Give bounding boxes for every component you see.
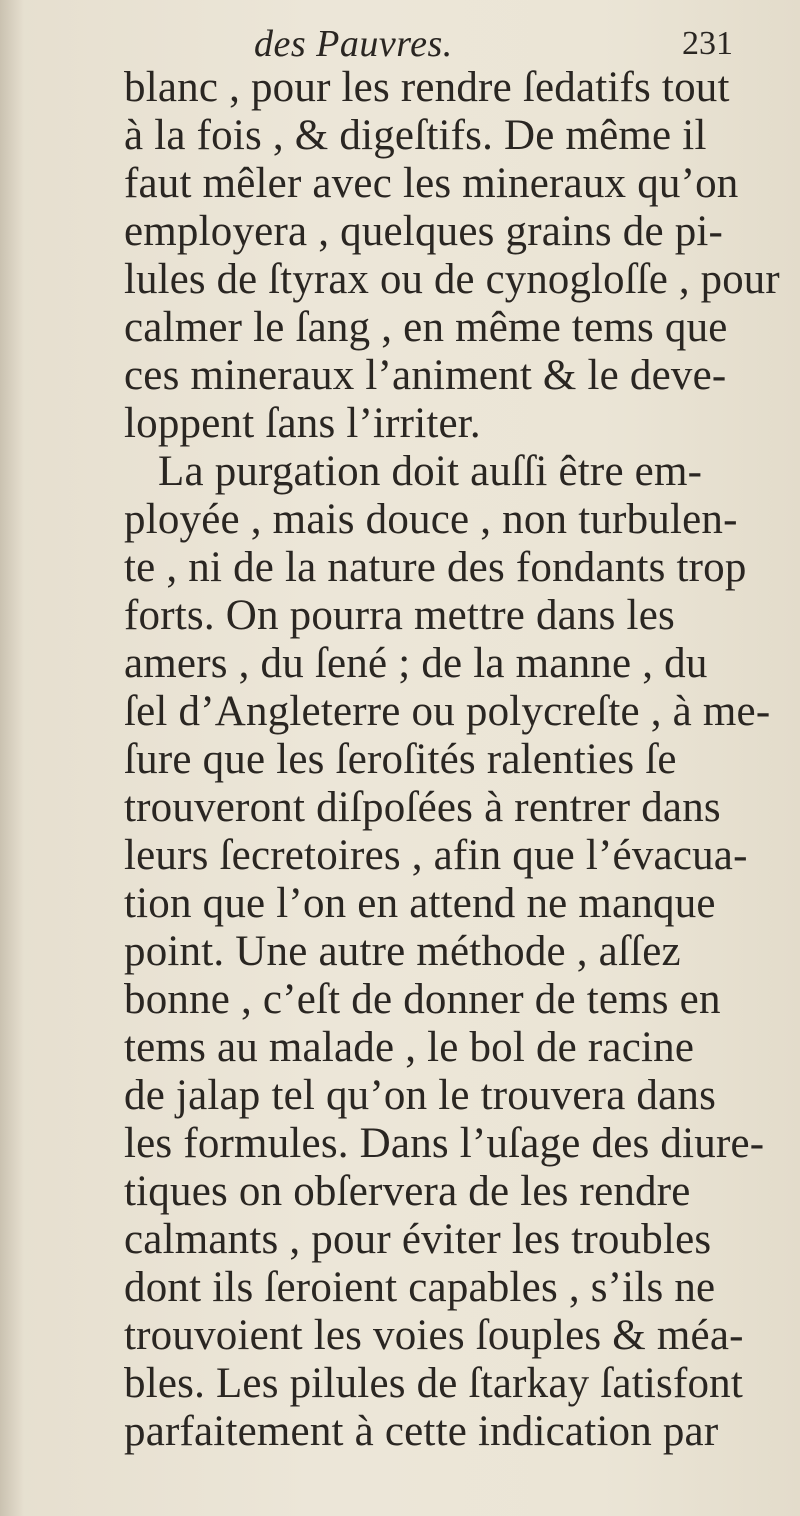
text-line: calmer le ſang , en même tems que <box>124 304 728 351</box>
text-line: ployée , mais douce , non turbulen- <box>124 496 738 543</box>
text-line: employera , quelques grains de pi- <box>124 208 724 255</box>
text-line: loppent ſans l’irriter. <box>124 400 481 447</box>
text-line: point. Une autre méthode , aſſez <box>124 928 681 975</box>
text-line: de jalap tel qu’on le trouvera dans <box>124 1072 717 1119</box>
page-header <box>0 22 800 66</box>
text-line: forts. On pourra mettre dans les <box>124 592 675 639</box>
text-line: ſure que les ſeroſités ralenties ſe <box>124 736 677 783</box>
text-line: bonne , c’eſt de donner de tems en <box>124 976 721 1023</box>
text-line: les formules. Dans l’uſage des diure- <box>124 1120 765 1167</box>
text-line: calmants , pour éviter les troubles <box>124 1216 712 1263</box>
text-line: trouveront diſpoſées à rentrer dans <box>124 784 721 831</box>
text-line: tiques on obſervera de les rendre <box>124 1168 691 1215</box>
page-number: 231 <box>682 25 733 62</box>
text-line: lules de ſtyrax ou de cynogloſſe , pour <box>124 256 780 303</box>
text-line: te , ni de la nature des fondants trop <box>124 544 747 591</box>
text-line: bles. Les pilules de ſtarkay ſatisfont <box>124 1360 744 1407</box>
text-line: leurs ſecretoires , afin que l’évacua- <box>124 832 748 879</box>
text-line: à la fois , & digeſtifs. De même il <box>124 112 707 159</box>
text-line: blanc , pour les rendre ſedatifs tout <box>124 64 730 111</box>
text-line: amers , du ſené ; de la manne , du <box>124 640 708 687</box>
text-line: ces mineraux l’animent & le deve- <box>124 352 727 399</box>
text-line: La purgation doit auſſi être em- <box>158 448 703 495</box>
page-gutter-shadow <box>0 0 24 1516</box>
text-line: parfaitement à cette indication par <box>124 1408 719 1455</box>
text-line: faut mêler avec les mineraux qu’on <box>124 160 739 207</box>
text-line: trouvoient les voies ſouples & méa- <box>124 1312 744 1359</box>
text-line: tion que l’on en attend ne manque <box>124 880 716 927</box>
text-line: dont ils ſeroient capables , s’ils ne <box>124 1264 716 1311</box>
running-head: des Pauvres. <box>254 23 453 65</box>
text-line: ſel d’Angleterre ou polycreſte , à me- <box>124 688 771 735</box>
text-line: tems au malade , le bol de racine <box>124 1024 695 1071</box>
